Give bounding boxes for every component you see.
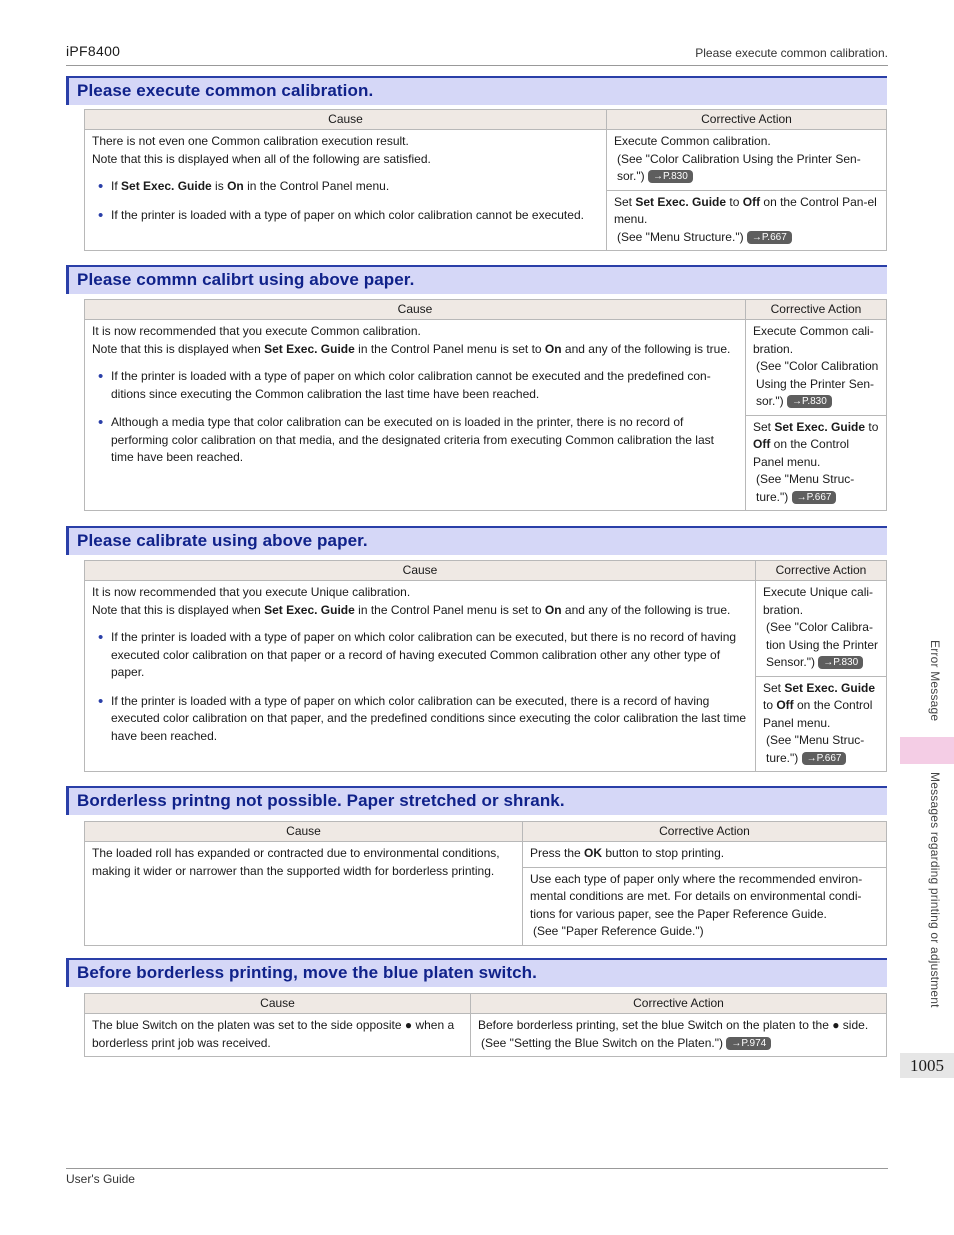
action-header: Corrective Action: [756, 561, 887, 581]
bullet-icon: •: [98, 629, 104, 646]
page-reference-link[interactable]: →P.830: [648, 170, 693, 183]
bullet-icon: •: [98, 368, 104, 385]
action-cell: Before borderless printing, set the blue Switch on the platen to the ● side. (See "Setting the Blue Switch on the Platen.") →P.974: [471, 1014, 887, 1057]
cause-header: Cause: [85, 561, 756, 581]
action-cell: Press the OK button to stop printing.: [523, 842, 887, 868]
bullet-icon: •: [98, 692, 104, 710]
action-cell: Execute Common cali-bration. (See "Color Calibration Using the Printer Sen-sor.") →P.830: [746, 320, 887, 416]
footer-rule: [66, 1168, 888, 1169]
section-title-blue-platen-switch: Before borderless printing, move the blue platen switch.: [66, 958, 887, 987]
action-cell: Set Set Exec. Guide to Off on the Control Panel menu. (See "Menu Struc-ture.") →P.667: [756, 676, 887, 772]
running-title: Please execute common calibration.: [695, 46, 888, 60]
cause-cell: The loaded roll has expanded or contracted due to environmental conditions, making it wider or narrower than the supported width for borderless printing.: [85, 842, 523, 946]
cause-header: Cause: [85, 300, 746, 320]
list-item: • If the printer is loaded with a type of paper on which color calibration cannot be executed and the predefined con-ditions since executing the Common calibration the last time have been reached.: [98, 368, 711, 401]
action-header: Corrective Action: [471, 994, 887, 1014]
section-tab-label: Messages regarding printing or adjustment: [928, 772, 942, 1008]
section-title-calibrate-above-paper: Please calibrate using above paper.: [66, 526, 887, 555]
action-cell: Set Set Exec. Guide to Off on the Control Panel menu. (See "Menu Struc-ture.") →P.667: [746, 415, 887, 511]
cause-header: Cause: [85, 110, 607, 130]
action-header: Corrective Action: [523, 822, 887, 842]
header-rule: [66, 65, 888, 66]
page-number: 1005: [900, 1053, 954, 1078]
cause-cell: There is not even one Common calibration execution result. Note that this is displayed when all of the following are satisfied. • If Set Exec. Guide is On in the Control Panel menu. • If the printer is loaded with a type of paper on which color calibration cannot be executed.: [85, 130, 607, 251]
action-header: Corrective Action: [607, 110, 887, 130]
cause-cell: It is now recommended that you execute Common calibration. Note that this is displayed when Set Exec. Guide in the Control Panel menu is set to On and any of the following is true. • If the printer is loaded with a type of paper on which color calibration cannot be executed and the predefined con-ditions since executing the Common calibration the last time have been reached. • Although a media type that color calibration can be executed on is loaded in the printer, there is no record of performing color calibration on that media, and the designated criteria from executing Common calibration the last time have been reached.: [85, 320, 746, 511]
message-table-3: [84, 560, 887, 772]
action-cell: Set Set Exec. Guide to Off on the Control Pan-el menu. (See "Menu Structure.") →P.667: [607, 190, 887, 251]
action-cell: Execute Common calibration. (See "Color Calibration Using the Printer Sen-sor.") →P.830: [607, 130, 887, 191]
list-item: • Although a media type that color calibration can be executed on is loaded in the printer, there is no record of performing color calibration on that media, and the designated criteria from executing Common calibration the last time have been reached.: [98, 414, 714, 464]
list-item: • If the printer is loaded with a type of paper on which color calibration can be executed, but there is no record of having executed color calibration on that paper or a record of having executed Common calibration other any other type of paper.: [98, 629, 737, 679]
action-header: Corrective Action: [746, 300, 887, 320]
bullet-icon: •: [98, 414, 104, 431]
list-item: • If the printer is loaded with a type of paper on which color calibration cannot be executed.: [98, 206, 584, 224]
footer-guide-title: User's Guide: [66, 1172, 135, 1186]
action-cell: Execute Unique cali-bration. (See "Color Calibra-tion Using the Printer Sensor.") →P.830: [756, 581, 887, 677]
chapter-tab-marker: [900, 737, 954, 764]
page-reference-link[interactable]: →P.667: [802, 752, 847, 765]
message-table-5: [84, 993, 887, 1057]
page-reference-link[interactable]: →P.974: [726, 1037, 771, 1050]
message-table-4: [84, 821, 887, 946]
section-title-common-calibration: Please execute common calibration.: [66, 76, 887, 105]
message-table-2: [84, 299, 887, 511]
cause-header: Cause: [85, 994, 471, 1014]
bullet-icon: •: [98, 206, 104, 224]
section-title-commn-calibrt: Please commn calibrt using above paper.: [66, 265, 887, 294]
action-cell: Use each type of paper only where the recommended environ-mental conditions are met. For details on environmental condi-tions for various paper, see the Paper Reference Guide. (See "Paper Reference Guide."): [523, 867, 887, 945]
chapter-tab-label: Error Message: [928, 640, 942, 722]
cause-header: Cause: [85, 822, 523, 842]
cause-cell: It is now recommended that you execute Unique calibration. Note that this is displayed when Set Exec. Guide in the Control Panel menu is set to On and any of the following is true. • If the printer is loaded with a type of paper on which color calibration can be executed, but there is no record of having executed color calibration on that paper or a record of having executed Common calibration other any other type of paper. • If the printer is loaded with a type of paper on which color calibration can be executed, there is a record of having executed color calibration on that paper, and the predefined conditions since executing the color calibration the last time have been reached.: [85, 581, 756, 772]
bullet-icon: •: [98, 178, 104, 195]
page-reference-link[interactable]: →P.667: [747, 231, 792, 244]
page-reference-link[interactable]: →P.830: [818, 656, 863, 669]
section-title-borderless-not-possible: Borderless printng not possible. Paper stretched or shrank.: [66, 786, 887, 815]
list-item: • If the printer is loaded with a type of paper on which color calibration can be executed, there is a record of having executed color calibration on that paper, and the predefined conditions since executing the color calibration the last time have been reached.: [98, 692, 747, 743]
page-reference-link[interactable]: →P.667: [792, 491, 837, 504]
page-reference-link[interactable]: →P.830: [787, 395, 832, 408]
cause-cell: The blue Switch on the platen was set to the side opposite ● when a borderless print job was received.: [85, 1014, 471, 1057]
product-name: iPF8400: [66, 43, 121, 59]
list-item: • If Set Exec. Guide is On in the Control Panel menu.: [98, 178, 390, 195]
message-table-1: [84, 109, 887, 251]
